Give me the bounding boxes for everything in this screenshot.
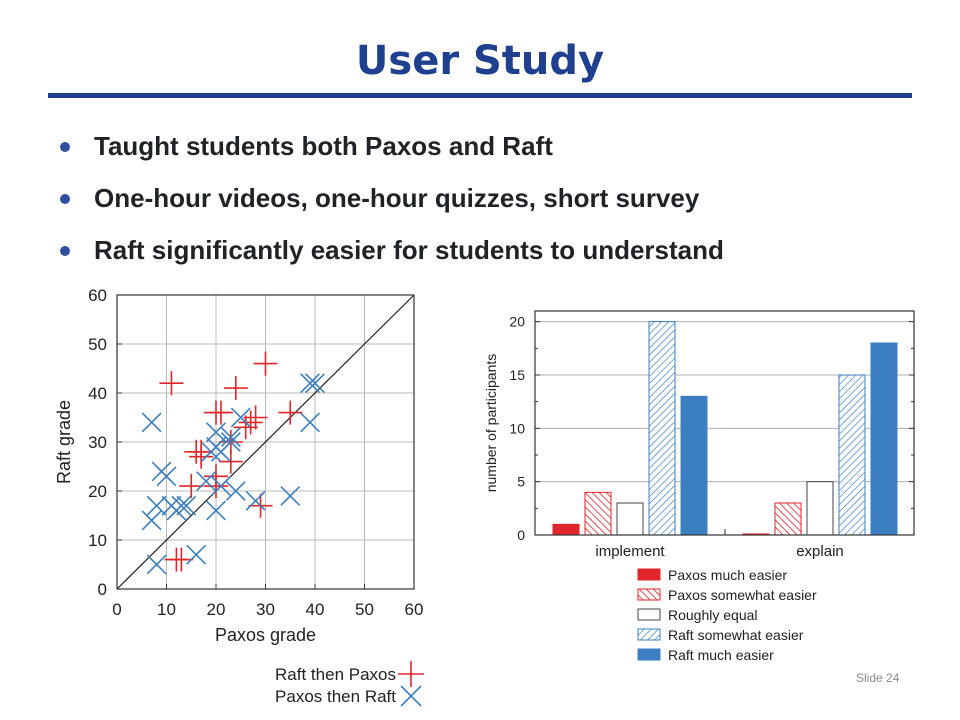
bar (839, 375, 865, 535)
bar-category-label: explain (796, 543, 844, 560)
scatter-y-tick-label: 60 (88, 286, 107, 305)
scatter-y-tick-label: 10 (88, 531, 107, 550)
scatter-point-plus (204, 474, 228, 498)
bar-legend-swatch (638, 629, 660, 640)
scatter-y-tick-label: 0 (97, 580, 107, 599)
scatter-y-tick-label: 30 (88, 433, 107, 452)
bar-legend-label: Paxos somewhat easier (668, 587, 817, 603)
scatter-legend-marker (401, 686, 421, 706)
scatter-x-tick-label: 50 (355, 600, 374, 619)
scatter-y-tick-label: 40 (88, 384, 107, 403)
scatter-legend-label: Raft then Paxos (275, 665, 396, 684)
bullet-text: Taught students both Paxos and Raft (94, 131, 553, 161)
bar (553, 524, 579, 535)
bar (681, 396, 707, 535)
scatter-point-plus (169, 548, 193, 572)
bar (585, 492, 611, 535)
bar-legend-swatch (638, 649, 660, 660)
scatter-legend-label: Paxos then Raft (275, 687, 396, 706)
scatter-point-plus (209, 401, 233, 425)
scatter-x-tick-label: 10 (157, 600, 176, 619)
scatter-point-x (142, 413, 161, 432)
bar-legend-label: Roughly equal (668, 607, 758, 623)
scatter-point-x (147, 555, 166, 574)
slide-title: User Study (355, 38, 605, 84)
scatter-point-plus (244, 406, 268, 430)
scatter-x-tick-label: 60 (404, 600, 424, 619)
scatter-point-plus (239, 410, 263, 434)
bar-legend-swatch (638, 609, 660, 620)
bar-legend-label: Paxos much easier (668, 567, 788, 583)
bar (649, 322, 675, 535)
bullet-text: Raft significantly easier for students to understand (94, 235, 724, 265)
scatter-x-axis-label: Paxos grade (214, 625, 317, 645)
bar-legend-label: Raft somewhat easier (668, 627, 804, 643)
scatter-point-x (197, 472, 216, 491)
scatter-point-x (172, 496, 191, 515)
bar-legend-swatch (638, 569, 660, 580)
bar-category-label: implement (595, 543, 665, 560)
scatter-x-tick-label: 30 (256, 600, 275, 619)
bar-y-tick-label: 15 (509, 367, 525, 383)
bar-legend-swatch (638, 589, 660, 600)
bar-y-tick-label: 20 (509, 313, 525, 330)
slide-number: Slide 24 (856, 671, 900, 685)
bar (617, 503, 643, 535)
scatter-point-x (301, 374, 320, 393)
scatter-point-plus (224, 376, 248, 400)
scatter-x-tick-label: 20 (206, 600, 226, 619)
bar (807, 482, 833, 535)
scatter-point-x (301, 413, 320, 432)
scatter-x-tick-label: 0 (112, 600, 122, 619)
scatter-point-x (142, 511, 161, 530)
bullet-text: One-hour videos, one-hour quizzes, short survey (94, 183, 700, 213)
bar-y-tick-label: 10 (509, 420, 525, 437)
scatter-point-plus (159, 371, 183, 395)
bar-y-tick-label: 0 (517, 527, 525, 543)
scatter-point-x (187, 545, 206, 564)
bar (871, 343, 897, 535)
bar-legend-label: Raft much easier (668, 647, 774, 663)
scatter-y-axis-label: Raft grade (54, 399, 74, 485)
scatter-point-plus (278, 401, 302, 425)
scatter-point-x (177, 496, 196, 515)
scatter-point-plus (254, 352, 278, 376)
scatter-y-tick-label: 20 (88, 482, 107, 501)
scatter-point-x (246, 491, 265, 510)
scatter-legend-marker (398, 661, 424, 687)
bar-y-tick-label: 5 (517, 473, 525, 490)
scatter-point-plus (179, 474, 203, 498)
scatter-point-x (281, 487, 300, 506)
scatter-point-x (147, 496, 166, 515)
scatter-x-tick-label: 40 (305, 600, 325, 619)
scatter-y-tick-label: 50 (88, 335, 107, 354)
bar-y-axis-label: number of participants (483, 353, 499, 493)
scatter-point-plus (189, 440, 213, 464)
bar (775, 503, 801, 535)
